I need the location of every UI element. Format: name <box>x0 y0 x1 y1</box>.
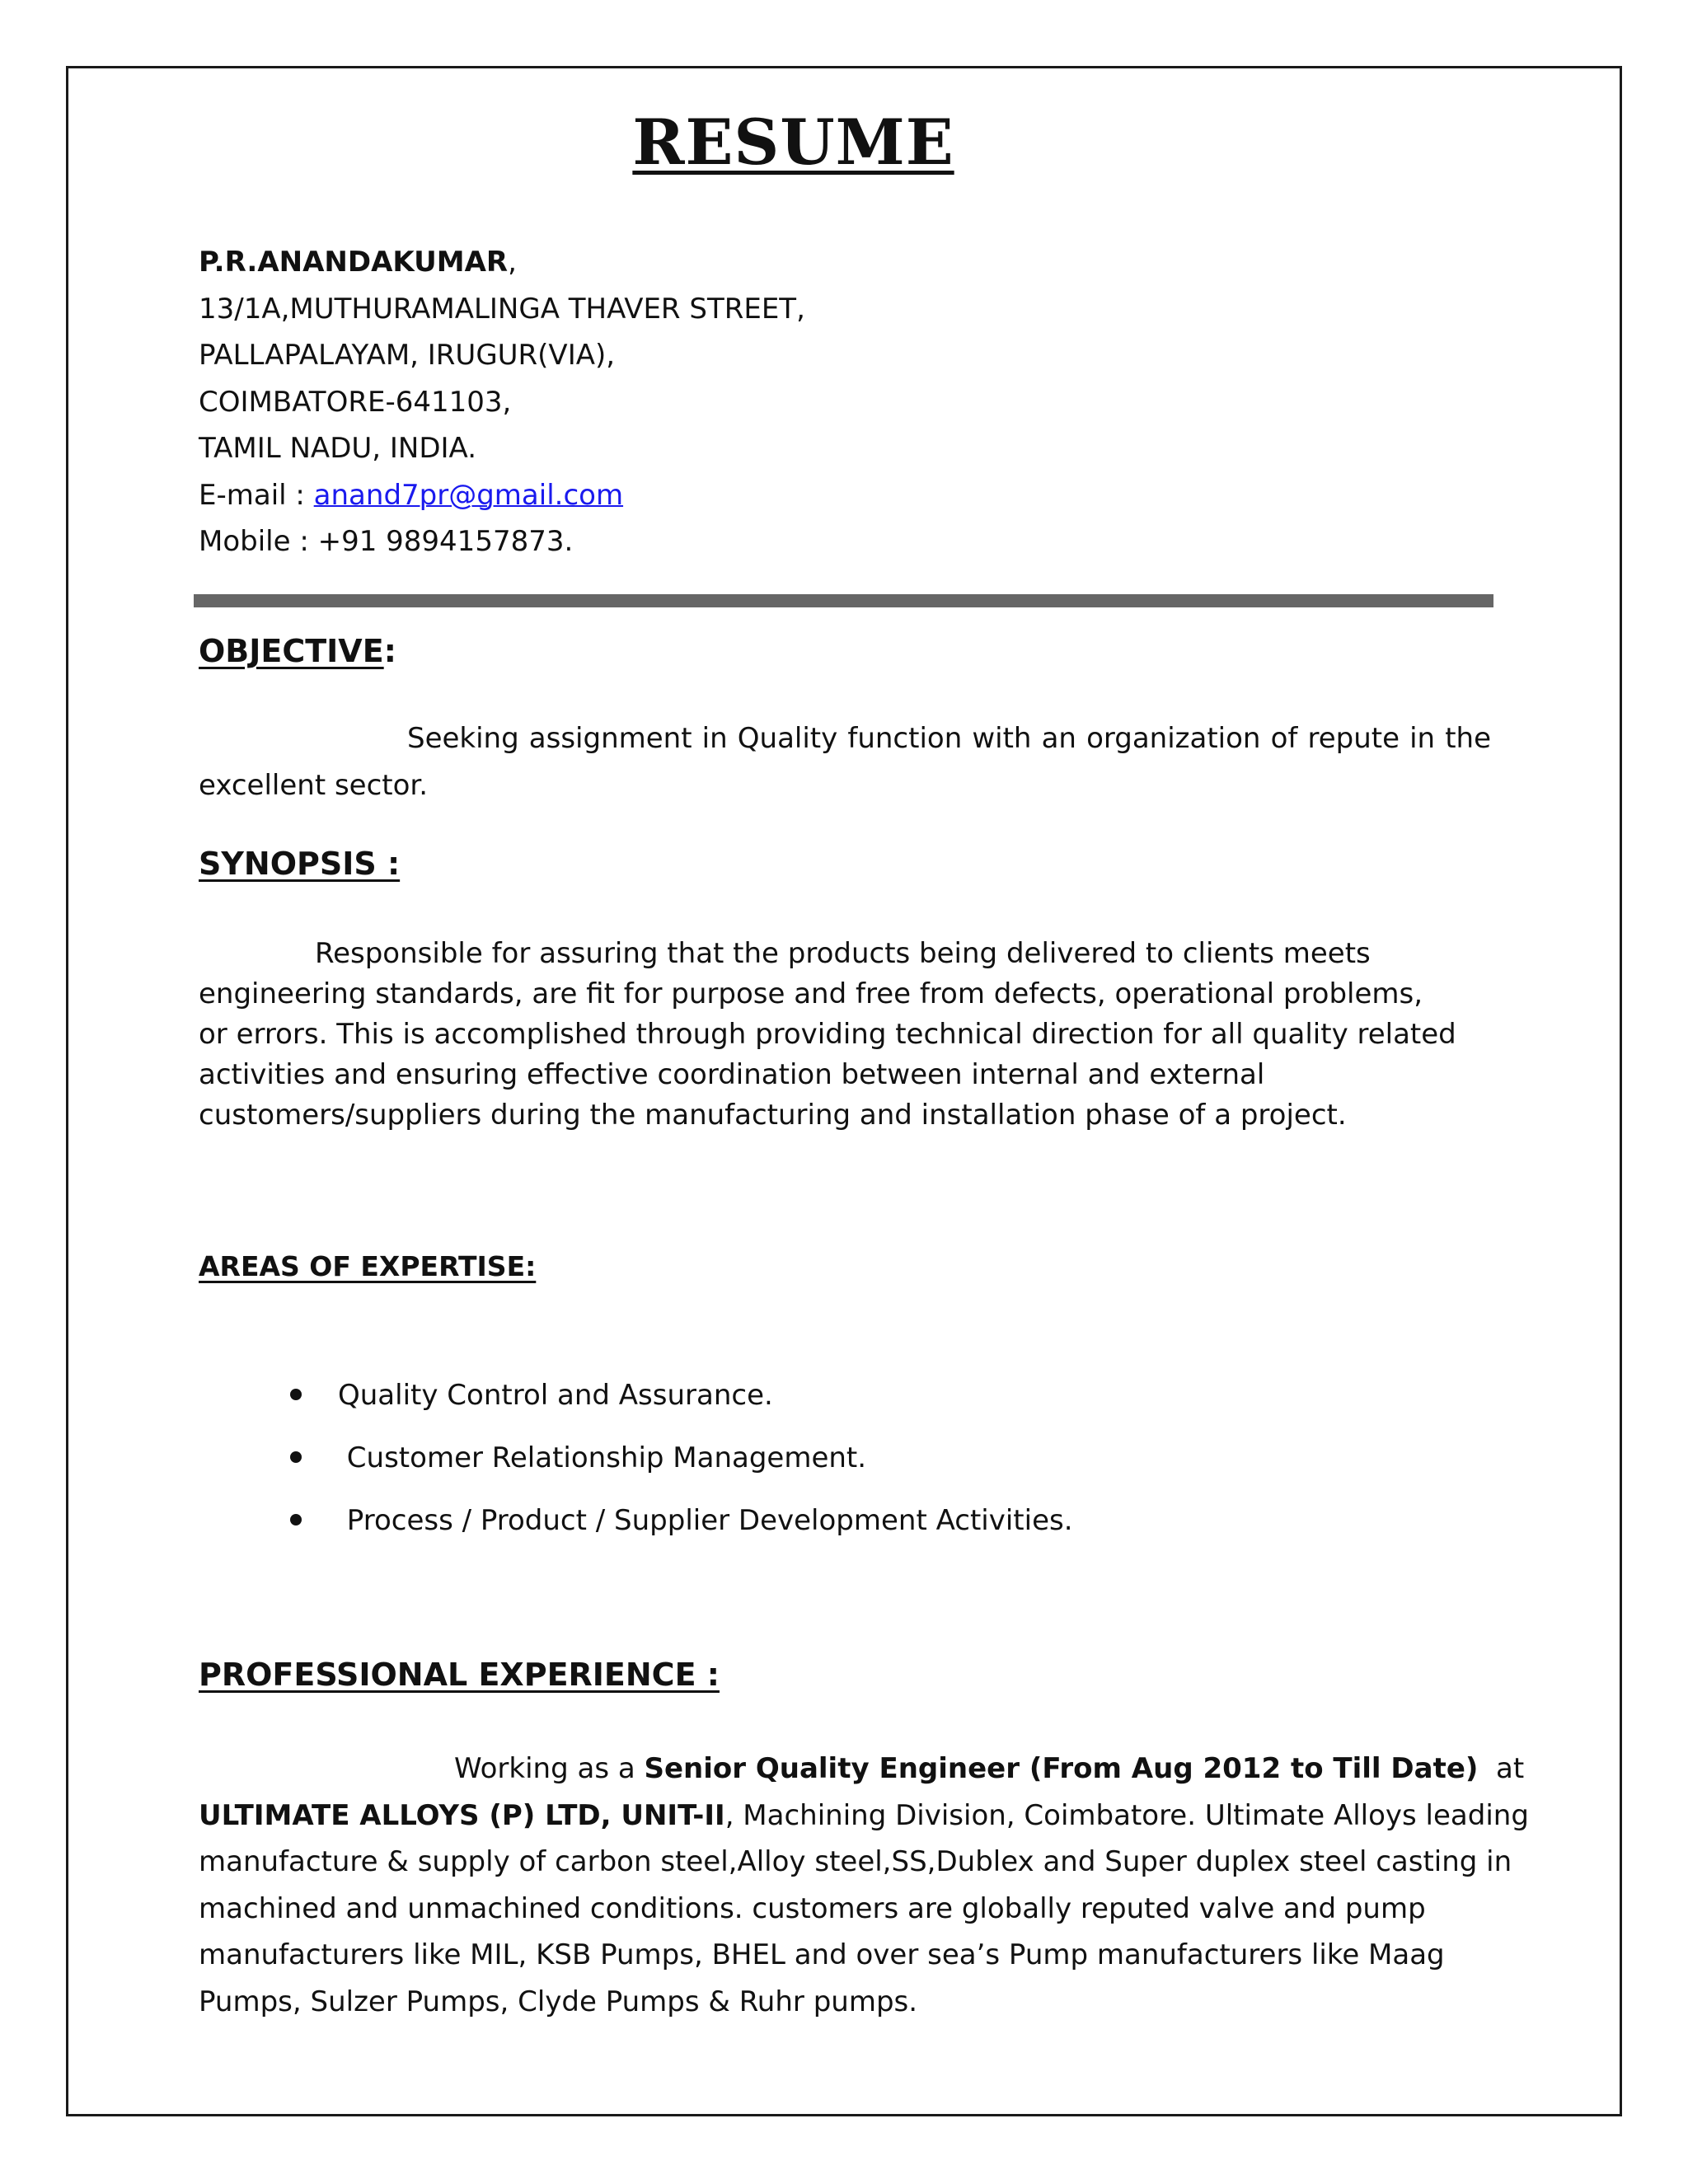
synopsis-line-1: Responsible for assuring that the products being delivered to clients meets <box>315 937 1371 970</box>
expertise-list <box>290 1372 1073 1560</box>
synopsis-text <box>199 934 1456 1136</box>
expertise-item-3: Process / Product / Supplier Development Activities. <box>338 1504 1073 1537</box>
list-item <box>290 1372 1073 1435</box>
contact-name: P.R.ANANDAKUMAR <box>199 246 509 279</box>
synopsis-line-2: engineering standards, are fit for purpose and free from defects, operational problems, <box>199 977 1423 1010</box>
contact-name-suffix: , <box>508 246 517 279</box>
list-item <box>290 1435 1073 1497</box>
page-title: RESUME <box>632 105 954 179</box>
experience-line-5: manufacturers like MIL, KSB Pumps, BHEL and over sea’s Pump manufacturers like Maag <box>199 1938 1445 1971</box>
synopsis-line-5: customers/suppliers during the manufacturing and installation phase of a project. <box>199 1099 1347 1132</box>
objective-line-2: excellent sector. <box>199 768 429 802</box>
experience-line-3: manufacture & supply of carbon steel,Alloy steel,SS,Dublex and Super duplex steel casting in <box>199 1845 1512 1878</box>
address-line-1: 13/1A,MUTHURAMALINGA THAVER STREET, <box>199 292 805 326</box>
objective-heading <box>199 633 396 669</box>
email-line <box>199 472 805 519</box>
email-link[interactable]: anand7pr@gmail.com <box>313 478 624 512</box>
experience-line-1 <box>199 1746 1529 1793</box>
email-label: E-mail : <box>199 478 314 512</box>
contact-name-line <box>199 239 805 286</box>
experience-heading-text: PROFESSIONAL EXPERIENCE : <box>199 1657 720 1693</box>
bullet-icon <box>290 1514 302 1526</box>
bullet-icon <box>290 1389 302 1400</box>
synopsis-line-3: or errors. This is accomplished through providing technical direction for all quality related <box>199 1018 1456 1051</box>
experience-role: Senior Quality Engineer (From Aug 2012 to Till Date) <box>644 1752 1479 1785</box>
experience-company-rest: , Machining Division, Coimbatore. Ultimate Alloys leading <box>724 1798 1529 1832</box>
address-line-3: COIMBATORE-641103, <box>199 385 512 419</box>
objective-text <box>199 715 1491 808</box>
contact-block <box>199 239 805 565</box>
experience-line-6: Pumps, Sulzer Pumps, Clyde Pumps & Ruhr pumps. <box>199 1985 918 2018</box>
synopsis-line-4: activities and ensuring effective coordination between internal and external <box>199 1058 1265 1091</box>
expertise-heading-text: AREAS OF EXPERTISE: <box>199 1250 537 1282</box>
experience-heading <box>199 1657 720 1693</box>
list-item <box>290 1497 1073 1560</box>
objective-heading-suffix: : <box>383 633 396 669</box>
experience-company: ULTIMATE ALLOYS (P) LTD, UNIT-II <box>199 1798 725 1832</box>
expertise-item-1: Quality Control and Assurance. <box>338 1379 773 1412</box>
mobile-line: Mobile : +91 9894157873. <box>199 525 574 558</box>
experience-intro: Working as a <box>454 1752 645 1785</box>
experience-line-2 <box>199 1793 1529 1840</box>
expertise-item-2: Customer Relationship Management. <box>338 1441 867 1474</box>
address-line-4: TAMIL NADU, INDIA. <box>199 432 477 465</box>
expertise-heading <box>199 1250 536 1282</box>
synopsis-heading-text: SYNOPSIS : <box>199 846 401 882</box>
address-line-2: PALLAPALAYAM, IRUGUR(VIA), <box>199 339 616 372</box>
objective-heading-text: OBJECTIVE <box>199 633 384 669</box>
objective-line-1: Seeking assignment in Quality function with an organization of repute in the <box>407 722 1491 755</box>
synopsis-heading <box>199 846 400 882</box>
section-divider <box>194 594 1493 607</box>
experience-text <box>199 1746 1529 2025</box>
experience-line-4: machined and unmachined conditions. customers are globally reputed valve and pump <box>199 1891 1426 1925</box>
bullet-icon <box>290 1451 302 1463</box>
experience-at: at <box>1478 1752 1525 1785</box>
